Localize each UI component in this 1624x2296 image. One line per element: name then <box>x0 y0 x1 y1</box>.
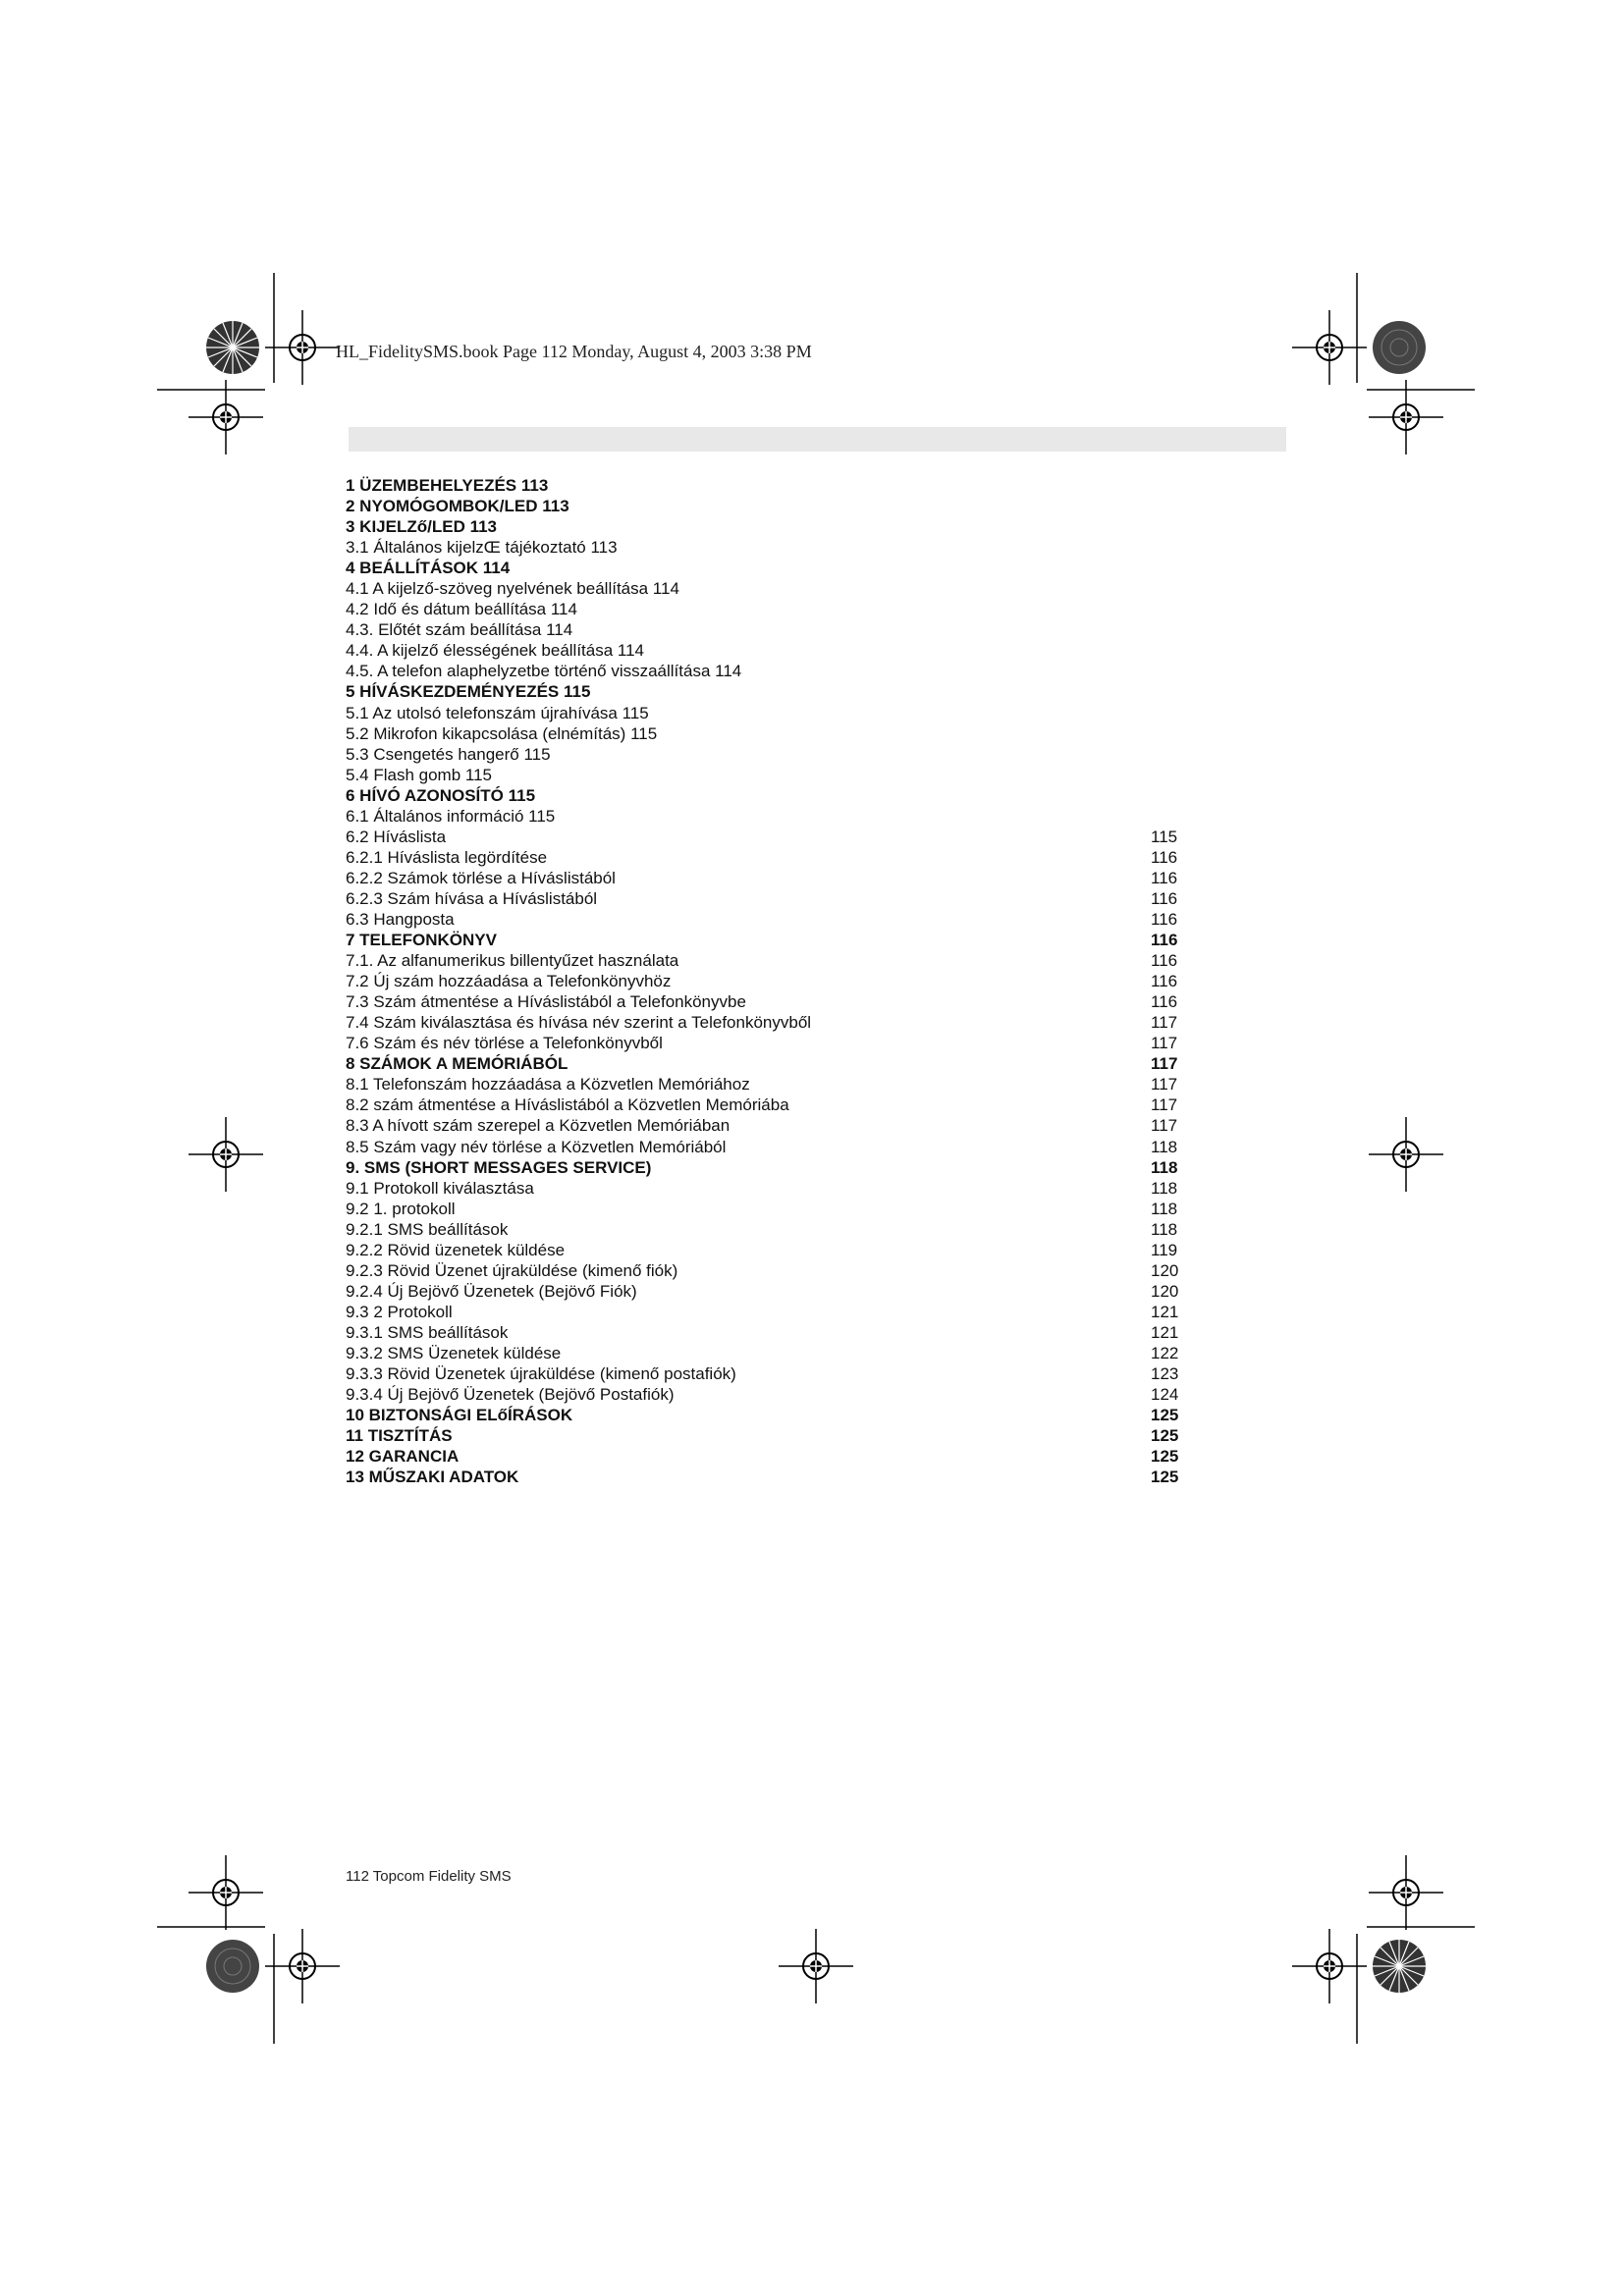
toc-entry-page <box>1151 723 1190 744</box>
toc-entry-title: 6 HÍVÓ AZONOSÍTÓ 115 <box>346 785 536 805</box>
toc-entry-page: 121 <box>1151 1322 1179 1342</box>
toc-entry-page: 123 <box>1151 1364 1179 1384</box>
toc-entry-page <box>1151 765 1190 785</box>
toc-entry <box>346 1405 1190 1425</box>
toc-entry-title: 1 ÜZEMBEHELYEZÉS 113 <box>346 476 549 495</box>
toc-entry-title: 5.2 Mikrofon kikapcsolása (elnémítás) 115 <box>346 723 658 743</box>
toc-entry-page: 119 <box>1151 1240 1178 1259</box>
toc-entry <box>346 723 1190 744</box>
toc-entry-title: 5.4 Flash gomb 115 <box>346 765 492 784</box>
toc-entry-page <box>1151 537 1190 558</box>
toc-entry-title: 8.5 Szám vagy név törlése a Közvetlen Memóriából <box>346 1137 727 1156</box>
toc-entry <box>346 578 1190 599</box>
toc-entry-page <box>1151 578 1190 599</box>
toc-entry-page: 116 <box>1151 951 1178 971</box>
toc-entry-page <box>1151 496 1190 516</box>
toc-entry-page: 117 <box>1151 1095 1178 1115</box>
toc-entry-page <box>1151 558 1190 578</box>
toc-entry <box>346 599 1190 619</box>
toc-entry-page <box>1151 599 1190 619</box>
toc-entry-title: 4.3. Előtét szám beállítása 114 <box>346 620 573 640</box>
toc-entry-page: 118 <box>1151 1178 1178 1198</box>
toc-entry-title: 6.3 Hangposta <box>346 909 455 929</box>
toc-entry-page <box>1151 703 1190 723</box>
toc-entry-page: 116 <box>1151 992 1178 1012</box>
toc-entry-page <box>1151 516 1190 537</box>
header-bar <box>349 427 1286 452</box>
toc-entry-title: 4.2 Idő és dátum beállítása 114 <box>346 600 577 619</box>
toc-entry <box>346 1199 1190 1219</box>
toc-entry-title: 10 BIZTONSÁGI ELőÍRÁSOK <box>346 1406 573 1425</box>
toc-entry-page <box>1151 661 1190 681</box>
toc-entry-page: 116 <box>1151 888 1178 908</box>
toc-entry-title: 9.3.1 SMS beállítások <box>346 1322 509 1342</box>
toc-entry <box>346 681 1190 702</box>
toc-entry-page: 117 <box>1151 1054 1178 1074</box>
toc-entry <box>346 1115 1190 1136</box>
toc-entry-page: 125 <box>1151 1468 1179 1487</box>
toc-entry <box>346 1033 1190 1053</box>
toc-entry <box>346 496 1190 516</box>
toc-entry-title: 9.2.4 Új Bejövő Üzenetek (Bejövő Fiók) <box>346 1281 637 1301</box>
toc-entry-title: 9. SMS (SHORT MESSAGES SERVICE) <box>346 1157 652 1177</box>
toc-entry <box>346 744 1190 765</box>
toc-entry-title: 6.1 Általános információ 115 <box>346 806 556 826</box>
toc-entry <box>346 1260 1190 1281</box>
toc-entry-page: 116 <box>1151 972 1178 991</box>
toc-entry-title: 7.3 Szám átmentése a Híváslistából a Telefonkönyvbe <box>346 992 746 1012</box>
toc-entry-title: 7 TELEFONKÖNYV <box>346 931 497 950</box>
toc-entry <box>346 971 1190 991</box>
toc-entry-page: 118 <box>1151 1219 1178 1239</box>
toc-entry <box>346 1302 1190 1322</box>
toc-entry <box>346 1157 1190 1178</box>
toc-entry-page: 124 <box>1151 1385 1179 1405</box>
toc-entry <box>346 1074 1190 1095</box>
toc-entry <box>346 475 1190 496</box>
toc-entry <box>346 1178 1190 1199</box>
toc-entry <box>346 868 1190 888</box>
toc-entry <box>346 1322 1190 1343</box>
toc-entry-page <box>1151 806 1190 827</box>
toc-entry <box>346 1446 1190 1467</box>
toc-entry-title: 6.2.1 Híváslista legördítése <box>346 847 548 867</box>
toc-entry-page: 118 <box>1151 1199 1178 1218</box>
toc-entry-page: 116 <box>1151 909 1178 929</box>
toc-entry-title: 8 SZÁMOK A MEMÓRIÁBÓL <box>346 1054 568 1074</box>
toc-entry <box>346 806 1190 827</box>
toc-entry-title: 9.3.2 SMS Üzenetek küldése <box>346 1343 562 1362</box>
toc-entry-title: 9.3.4 Új Bejövő Üzenetek (Bejövő Postafiók) <box>346 1385 675 1405</box>
toc-entry <box>346 930 1190 950</box>
toc-entry-page: 118 <box>1151 1137 1178 1156</box>
toc-entry-title: 9.3 2 Protokoll <box>346 1302 453 1321</box>
toc-entry <box>346 785 1190 806</box>
toc-entry <box>346 1384 1190 1405</box>
toc-entry <box>346 950 1190 971</box>
toc-entry <box>346 765 1190 785</box>
toc-entry <box>346 640 1190 661</box>
toc-entry <box>346 1219 1190 1240</box>
toc-entry-page: 117 <box>1151 1116 1178 1136</box>
toc-entry-title: 9.2.1 SMS beállítások <box>346 1219 509 1239</box>
toc-entry-page: 117 <box>1151 1013 1178 1033</box>
toc-entry-title: 11 TISZTÍTÁS <box>346 1426 453 1446</box>
toc-entry-page: 116 <box>1151 847 1178 867</box>
toc-entry-title: 7.1. Az alfanumerikus billentyűzet használata <box>346 951 679 971</box>
toc-entry-page: 121 <box>1151 1302 1179 1321</box>
toc-entry-title: 5 HÍVÁSKEZDEMÉNYEZÉS 115 <box>346 682 591 702</box>
toc-entry <box>346 703 1190 723</box>
toc-entry-title: 8.2 szám átmentése a Híváslistából a Közvetlen Memóriába <box>346 1095 789 1115</box>
toc-entry-page <box>1151 681 1190 702</box>
toc-entry-title: 2 NYOMÓGOMBOK/LED 113 <box>346 497 569 516</box>
toc-entry-page <box>1151 785 1190 806</box>
toc-entry <box>346 1240 1190 1260</box>
toc-entry-title: 12 GARANCIA <box>346 1447 460 1467</box>
toc-entry-page: 125 <box>1151 1426 1179 1446</box>
toc-entry-title: 4.4. A kijelző élességének beállítása 114 <box>346 641 645 661</box>
toc-entry-title: 9.2.2 Rövid üzenetek küldése <box>346 1240 566 1259</box>
toc-entry-title: 5.1 Az utolsó telefonszám újrahívása 115 <box>346 703 649 722</box>
toc-entry-page <box>1151 640 1190 661</box>
toc-entry-page: 120 <box>1151 1281 1179 1301</box>
toc-entry-title: 7.2 Új szám hozzáadása a Telefonkönyvhöz <box>346 972 672 991</box>
toc-entry-title: 9.1 Protokoll kiválasztása <box>346 1178 534 1198</box>
toc-entry-page: 118 <box>1151 1157 1178 1177</box>
toc-entry <box>346 619 1190 640</box>
page-footer: 112 Topcom Fidelity SMS <box>346 1868 512 1885</box>
toc-entry <box>346 991 1190 1012</box>
toc-entry-title: 9.2.3 Rövid Üzenet újraküldése (kimenő fiók) <box>346 1260 678 1280</box>
toc-entry <box>346 1425 1190 1446</box>
toc-entry-page: 125 <box>1151 1406 1179 1425</box>
toc-entry-page <box>1151 744 1190 765</box>
toc-entry <box>346 827 1190 847</box>
toc-entry <box>346 1281 1190 1302</box>
toc-entry <box>346 661 1190 681</box>
toc-entry-page <box>1151 475 1190 496</box>
toc-entry <box>346 1012 1190 1033</box>
toc-entry <box>346 1467 1190 1487</box>
toc-entry <box>346 537 1190 558</box>
toc-entry-page: 116 <box>1151 931 1178 950</box>
toc-entry-title: 6.2 Híváslista <box>346 827 447 846</box>
toc-entry <box>346 888 1190 909</box>
toc-entry <box>346 1343 1190 1363</box>
toc-entry <box>346 1363 1190 1384</box>
toc-entry-title: 8.3 A hívott szám szerepel a Közvetlen Memóriában <box>346 1116 731 1136</box>
toc-entry-title: 4.1 A kijelző-szöveg nyelvének beállítása 114 <box>346 579 679 599</box>
toc-entry <box>346 516 1190 537</box>
table-of-contents <box>346 475 1190 1487</box>
toc-entry-page: 120 <box>1151 1260 1179 1280</box>
toc-entry-title: 6.2.3 Szám hívása a Híváslistából <box>346 888 598 908</box>
toc-entry <box>346 1095 1190 1115</box>
toc-entry-title: 4 BEÁLLÍTÁSOK 114 <box>346 559 511 578</box>
toc-entry-title: 9.3.3 Rövid Üzenetek újraküldése (kimenő postafiók) <box>346 1364 736 1384</box>
toc-entry-page: 117 <box>1151 1034 1178 1053</box>
toc-entry-title: 5.3 Csengetés hangerő 115 <box>346 744 551 764</box>
toc-entry-title: 3 KIJELZő/LED 113 <box>346 517 497 537</box>
toc-entry <box>346 1137 1190 1157</box>
toc-entry-title: 6.2.2 Számok törlése a Híváslistából <box>346 868 616 887</box>
toc-entry-page: 122 <box>1151 1343 1179 1362</box>
toc-entry-page: 117 <box>1151 1075 1178 1095</box>
toc-entry-page <box>1151 619 1190 640</box>
book-header-info: HL_FidelitySMS.book Page 112 Monday, August 4, 2003 3:38 PM <box>336 342 812 361</box>
toc-entry-title: 9.2 1. protokoll <box>346 1199 456 1218</box>
toc-entry <box>346 558 1190 578</box>
toc-entry-title: 4.5. A telefon alaphelyzetbe történő visszaállítása 114 <box>346 662 742 681</box>
toc-entry-page: 116 <box>1151 868 1178 887</box>
toc-entry <box>346 909 1190 930</box>
toc-entry-title: 7.4 Szám kiválasztása és hívása név szerint a Telefonkönyvből <box>346 1013 812 1033</box>
toc-entry-page: 115 <box>1151 827 1178 846</box>
toc-entry-title: 8.1 Telefonszám hozzáadása a Közvetlen Memóriához <box>346 1075 750 1095</box>
toc-entry-page: 125 <box>1151 1447 1179 1467</box>
toc-entry-title: 13 MŰSZAKI ADATOK <box>346 1468 519 1487</box>
toc-entry <box>346 847 1190 868</box>
toc-entry-title: 3.1 Általános kijelzŒ tájékoztató 113 <box>346 538 618 558</box>
toc-entry <box>346 1053 1190 1074</box>
toc-entry-title: 7.6 Szám és név törlése a Telefonkönyvből <box>346 1034 663 1053</box>
